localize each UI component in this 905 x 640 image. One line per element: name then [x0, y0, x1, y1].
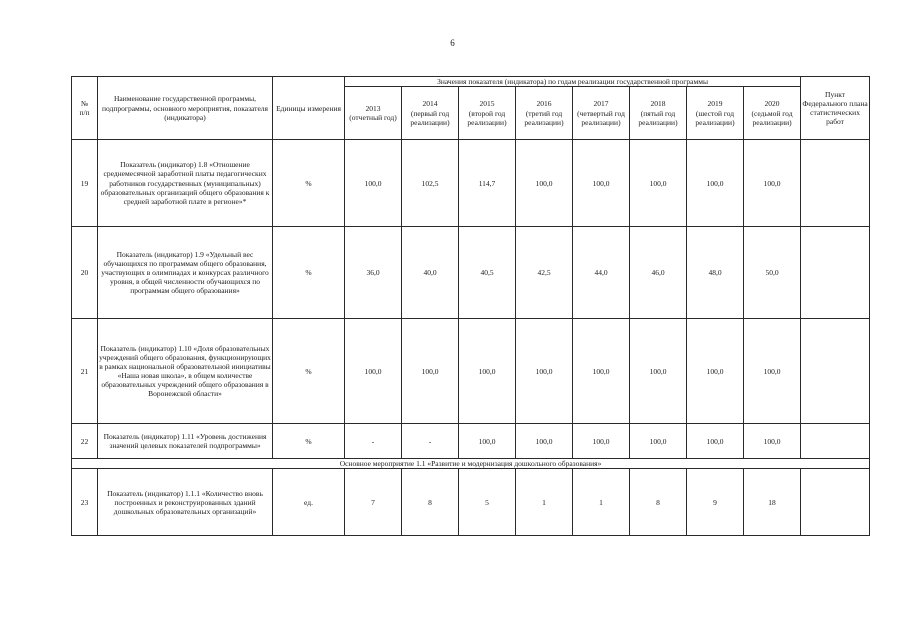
header-year-label: 2013: [365, 104, 381, 113]
value-2014: 40,0: [402, 227, 459, 319]
header-year-label: 2015: [479, 99, 495, 109]
value-2020: 100,0: [744, 319, 801, 424]
value-2016: 100,0: [516, 140, 573, 227]
table-row: [72, 469, 870, 536]
value-2013: 100,0: [345, 140, 402, 227]
table-row: [72, 227, 870, 319]
header-year-label: 2017: [593, 99, 609, 109]
indicator-name: Показатель (индикатор) 1.10 «Доля образовательных учреждений общего образования, функционирующих в рамках национальной образовательной инициативы «Наша новая школа», в общем количестве образовательных учреждений общего образования в Воронежской области»: [98, 319, 273, 424]
table-row: [72, 140, 870, 227]
value-2017: 1: [573, 469, 630, 536]
header-unit: Единицы измерения: [273, 77, 345, 140]
value-2019: 100,0: [687, 140, 744, 227]
header-year-note: (первый год реализации): [410, 108, 450, 127]
header-year-2019: [687, 87, 744, 140]
header-year-note: (третий год реализации): [524, 108, 564, 127]
value-2020: 100,0: [744, 140, 801, 227]
table-row: [72, 319, 870, 424]
value-2016: 42,5: [516, 227, 573, 319]
value-2019: 100,0: [687, 319, 744, 424]
value-2015: 5: [459, 469, 516, 536]
value-2018: 100,0: [630, 140, 687, 227]
header-year-2018: [630, 87, 687, 140]
header-year-2015: [459, 87, 516, 140]
row-number: 22: [72, 424, 98, 459]
indicators-table: [71, 76, 870, 536]
value-2019: 9: [687, 469, 744, 536]
header-num: № п/п: [72, 77, 98, 140]
value-2014: 8: [402, 469, 459, 536]
indicator-name: Показатель (индикатор) 1.9 «Удельный вес обучающихся по программам общего образования, участвующих в олимпиадах и конкурсах различного уровня, в общей численности обучающихся по программам общего образования»: [98, 227, 273, 319]
value-2017: 100,0: [573, 319, 630, 424]
value-2013: 7: [345, 469, 402, 536]
value-2020: 100,0: [744, 424, 801, 459]
row-number: 23: [72, 469, 98, 536]
header-year-note: (пятый год реализации): [638, 108, 678, 127]
unit-of-measure: %: [273, 319, 345, 424]
value-2015: 40,5: [459, 227, 516, 319]
section-title: Основное мероприятие 1.1 «Развитие и модернизация дошкольного образования»: [72, 459, 870, 469]
value-2013: 36,0: [345, 227, 402, 319]
value-2016: 1: [516, 469, 573, 536]
header-year-2020: [744, 87, 801, 140]
value-2017: 44,0: [573, 227, 630, 319]
header-year-label: 2016: [536, 99, 552, 109]
federal-plan-item: [801, 469, 870, 536]
value-2013: -: [345, 424, 402, 459]
value-2017: 100,0: [573, 140, 630, 227]
header-year-note: (седьмой год реализации): [751, 108, 793, 127]
header-year-2013: [345, 87, 402, 140]
value-2020: 18: [744, 469, 801, 536]
value-2018: 46,0: [630, 227, 687, 319]
value-2018: 100,0: [630, 424, 687, 459]
header-year-note: (четвертый год реализации): [577, 108, 625, 127]
row-number: 21: [72, 319, 98, 424]
value-2015: 114,7: [459, 140, 516, 227]
header-year-label: 2019: [707, 99, 723, 109]
row-number: 20: [72, 227, 98, 319]
indicator-name: Показатель (индикатор) 1.11 «Уровень достижения значений целевых показателей подпрограммы»: [98, 424, 273, 459]
table-row: [72, 424, 870, 459]
header-year-note: (второй год реализации): [467, 108, 507, 127]
unit-of-measure: ед.: [273, 469, 345, 536]
federal-plan-item: [801, 424, 870, 459]
federal-plan-item: [801, 319, 870, 424]
section-row: [72, 459, 870, 469]
header-year-note: (шестой год реализации): [695, 108, 735, 127]
value-2014: 102,5: [402, 140, 459, 227]
value-2014: 100,0: [402, 319, 459, 424]
unit-of-measure: %: [273, 424, 345, 459]
value-2019: 100,0: [687, 424, 744, 459]
unit-of-measure: %: [273, 140, 345, 227]
value-2019: 48,0: [687, 227, 744, 319]
header-year-label: 2014: [422, 99, 438, 109]
value-2015: 100,0: [459, 424, 516, 459]
page-number: 6: [450, 38, 455, 48]
unit-of-measure: %: [273, 227, 345, 319]
value-2018: 100,0: [630, 319, 687, 424]
value-2018: 8: [630, 469, 687, 536]
indicator-name: Показатель (индикатор) 1.8 «Отношение среднемесячной заработной платы педагогических работников государственных (муниципальных) образовательных организаций общего образования к средней заработной плате в регионе»*: [98, 140, 273, 227]
value-2016: 100,0: [516, 424, 573, 459]
header-values-group: Значения показателя (индикатора) по годам реализации государственной программы: [345, 77, 801, 87]
value-2014: -: [402, 424, 459, 459]
federal-plan-item: [801, 140, 870, 227]
value-2016: 100,0: [516, 319, 573, 424]
header-federal-plan: Пункт Федерального плана статистических работ: [801, 77, 870, 140]
indicator-name: Показатель (индикатор) 1.1.1 «Количество вновь построенных и реконструированных зданий дошкольных образовательных организаций»: [98, 469, 273, 536]
row-number: 19: [72, 140, 98, 227]
value-2015: 100,0: [459, 319, 516, 424]
value-2020: 50,0: [744, 227, 801, 319]
value-2017: 100,0: [573, 424, 630, 459]
value-2013: 100,0: [345, 319, 402, 424]
header-year-note: (отчетный год): [349, 113, 397, 123]
header-name: Наименование государственной программы, подпрограммы, основного мероприятия, показателя (индикатора): [98, 77, 273, 140]
header-year-2016: [516, 87, 573, 140]
header-year-label: 2018: [650, 99, 666, 109]
header-year-2014: [402, 87, 459, 140]
federal-plan-item: [801, 227, 870, 319]
header-year-label: 2020: [764, 99, 780, 109]
header-year-2017: [573, 87, 630, 140]
